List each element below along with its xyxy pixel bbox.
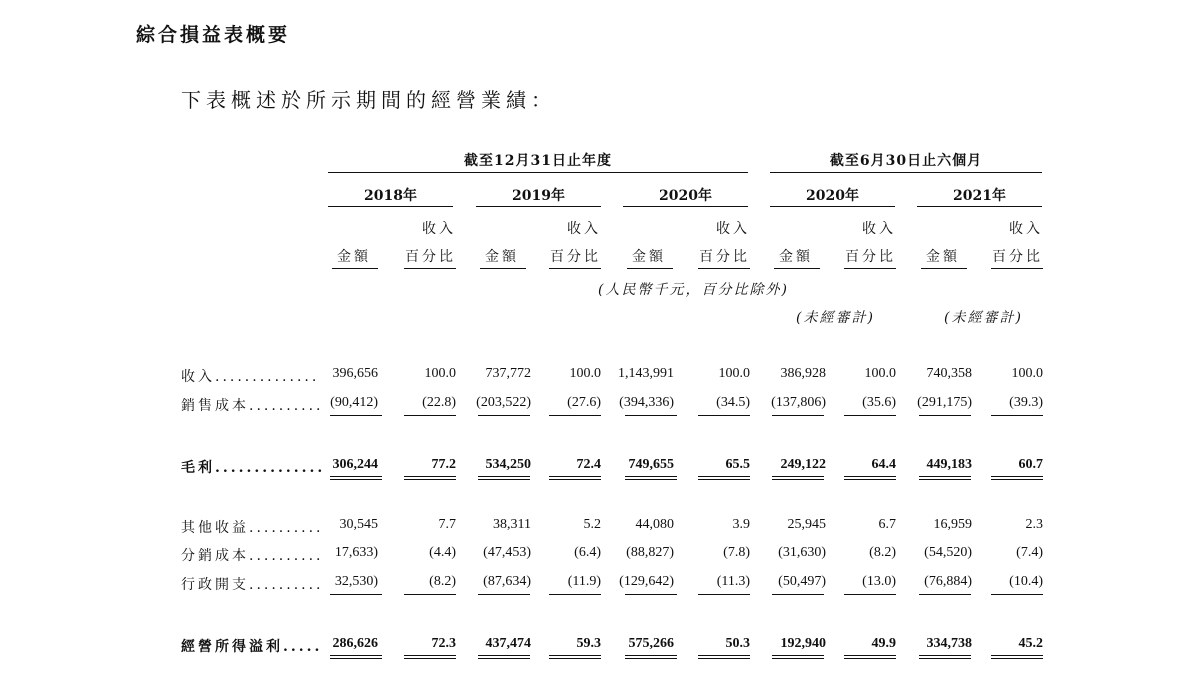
total-rule xyxy=(330,476,382,477)
total-rule xyxy=(698,415,750,416)
total-rule xyxy=(404,594,456,595)
cell-amount: 286,626 xyxy=(332,636,378,651)
section-title: 綜合損益表概要 xyxy=(136,24,291,46)
cell-amount: (129,642) xyxy=(619,574,674,589)
cell-amount: (90,412) xyxy=(330,395,378,410)
col-header-underline xyxy=(844,268,896,269)
total-rule xyxy=(330,658,382,659)
total-rule xyxy=(991,594,1043,595)
total-rule xyxy=(844,658,896,659)
cell-amount: 249,122 xyxy=(780,457,826,472)
cell-amount: 740,358 xyxy=(926,366,972,381)
col-header-pct-line1: 收入 xyxy=(1009,221,1043,237)
col-header-underline xyxy=(698,268,750,269)
cell-amount: (291,175) xyxy=(917,395,972,410)
cell-percentage: (35.6) xyxy=(862,395,896,410)
cell-amount: (137,806) xyxy=(771,395,826,410)
group-underline-annual xyxy=(328,172,748,173)
col-header-pct-line2: 百分比 xyxy=(550,249,601,265)
total-rule xyxy=(772,415,824,416)
year-underline xyxy=(328,206,453,207)
total-rule xyxy=(625,658,677,659)
cell-percentage: (39.3) xyxy=(1009,395,1043,410)
total-rule xyxy=(404,655,456,656)
year-header: 2020年 xyxy=(806,188,859,204)
total-rule xyxy=(772,476,824,477)
cell-amount: 437,474 xyxy=(485,636,531,651)
cell-percentage: 100.0 xyxy=(569,366,601,381)
col-header-amount: 金額 xyxy=(337,249,371,265)
col-header-underline xyxy=(549,268,601,269)
cell-percentage: 64.4 xyxy=(871,457,896,472)
cell-percentage: (27.6) xyxy=(567,395,601,410)
cell-percentage: (6.4) xyxy=(574,545,601,560)
total-rule xyxy=(919,658,971,659)
cell-amount: 575,266 xyxy=(628,636,674,651)
cell-percentage: (10.4) xyxy=(1009,574,1043,589)
cell-amount: 16,959 xyxy=(933,517,972,532)
cell-percentage: 100.0 xyxy=(718,366,750,381)
total-rule xyxy=(549,415,601,416)
total-rule xyxy=(404,415,456,416)
total-rule xyxy=(991,476,1043,477)
col-header-amount: 金額 xyxy=(926,249,960,265)
total-rule xyxy=(625,415,677,416)
total-rule xyxy=(330,655,382,656)
total-rule xyxy=(404,476,456,477)
total-rule xyxy=(549,658,601,659)
col-header-underline xyxy=(332,268,378,269)
total-rule xyxy=(698,658,750,659)
row-label: 毛利.............. xyxy=(181,460,326,476)
total-rule xyxy=(844,594,896,595)
cell-amount: 25,945 xyxy=(787,517,826,532)
total-rule xyxy=(772,479,824,480)
total-rule xyxy=(478,594,530,595)
cell-percentage: 65.5 xyxy=(725,457,750,472)
total-rule xyxy=(478,479,530,480)
cell-percentage: (7.4) xyxy=(1016,545,1043,560)
group-underline-interim xyxy=(770,172,1042,173)
total-rule xyxy=(991,655,1043,656)
total-rule xyxy=(549,476,601,477)
cell-percentage: (13.0) xyxy=(862,574,896,589)
cell-percentage: (4.4) xyxy=(429,545,456,560)
col-header-pct-line2: 百分比 xyxy=(845,249,896,265)
col-header-amount: 金額 xyxy=(779,249,813,265)
unaudited-note: (未經審計) xyxy=(944,310,1023,326)
year-header: 2018年 xyxy=(364,188,417,204)
col-header-underline xyxy=(991,268,1043,269)
total-rule xyxy=(478,658,530,659)
cell-percentage: 5.2 xyxy=(583,517,601,532)
total-rule xyxy=(991,479,1043,480)
total-rule xyxy=(330,415,382,416)
cell-percentage: 50.3 xyxy=(725,636,750,651)
col-header-pct-line1: 收入 xyxy=(716,221,750,237)
intro-text: 下表概述於所示期間的經營業績： xyxy=(181,88,556,112)
row-label: 收入.............. xyxy=(181,369,320,385)
col-header-pct-line1: 收入 xyxy=(862,221,896,237)
col-header-pct-line2: 百分比 xyxy=(405,249,456,265)
cell-percentage: 72.4 xyxy=(576,457,601,472)
cell-amount: 17,633) xyxy=(334,545,378,560)
total-rule xyxy=(919,594,971,595)
year-underline xyxy=(917,206,1042,207)
group-header-annual: 截至12月31日止年度 xyxy=(464,153,612,169)
cell-percentage: 60.7 xyxy=(1018,457,1043,472)
cell-amount: 38,311 xyxy=(493,517,531,532)
col-header-underline xyxy=(774,268,820,269)
total-rule xyxy=(919,415,971,416)
row-label: 行政開支.......... xyxy=(181,577,324,593)
col-header-underline xyxy=(480,268,526,269)
cell-amount: 192,940 xyxy=(780,636,826,651)
row-label: 經營所得溢利..... xyxy=(181,639,323,655)
cell-amount: (76,884) xyxy=(924,574,972,589)
cell-percentage: 100.0 xyxy=(424,366,456,381)
cell-percentage: 2.3 xyxy=(1025,517,1043,532)
row-label: 其他收益.......... xyxy=(181,520,324,536)
cell-amount: (203,522) xyxy=(476,395,531,410)
cell-percentage: 100.0 xyxy=(1011,366,1043,381)
unaudited-note: (未經審計) xyxy=(796,310,875,326)
cell-amount: 449,183 xyxy=(926,457,972,472)
total-rule xyxy=(772,594,824,595)
col-header-amount: 金額 xyxy=(485,249,519,265)
total-rule xyxy=(698,479,750,480)
total-rule xyxy=(625,655,677,656)
cell-amount: 386,928 xyxy=(780,366,826,381)
total-rule xyxy=(991,415,1043,416)
total-rule xyxy=(698,655,750,656)
total-rule xyxy=(549,655,601,656)
total-rule xyxy=(698,594,750,595)
col-header-underline xyxy=(404,268,456,269)
total-rule xyxy=(844,476,896,477)
row-label: 銷售成本.......... xyxy=(181,398,324,414)
cell-amount: 534,250 xyxy=(485,457,531,472)
cell-percentage: 49.9 xyxy=(871,636,896,651)
year-underline xyxy=(623,206,748,207)
total-rule xyxy=(625,476,677,477)
col-header-pct-line1: 收入 xyxy=(567,221,601,237)
cell-percentage: (11.9) xyxy=(567,574,601,589)
cell-percentage: 72.3 xyxy=(431,636,456,651)
year-header: 2020年 xyxy=(659,188,712,204)
cell-amount: (88,827) xyxy=(626,545,674,560)
cell-amount: (47,453) xyxy=(483,545,531,560)
col-header-pct-line1: 收入 xyxy=(422,221,456,237)
cell-amount: (394,336) xyxy=(619,395,674,410)
cell-amount: 306,244 xyxy=(332,457,378,472)
cell-amount: (87,634) xyxy=(483,574,531,589)
group-header-interim: 截至6月30日止六個月 xyxy=(829,153,983,169)
cell-amount: 749,655 xyxy=(628,457,674,472)
total-rule xyxy=(478,476,530,477)
col-header-pct-line2: 百分比 xyxy=(992,249,1043,265)
total-rule xyxy=(549,594,601,595)
total-rule xyxy=(772,655,824,656)
cell-percentage: 59.3 xyxy=(576,636,601,651)
cell-percentage: (22.8) xyxy=(422,395,456,410)
cell-percentage: (11.3) xyxy=(716,574,750,589)
total-rule xyxy=(772,658,824,659)
cell-amount: 396,656 xyxy=(332,366,378,381)
cell-amount: 44,080 xyxy=(635,517,674,532)
cell-percentage: 77.2 xyxy=(431,457,456,472)
total-rule xyxy=(991,658,1043,659)
total-rule xyxy=(404,479,456,480)
cell-amount: (31,630) xyxy=(778,545,826,560)
cell-percentage: 6.7 xyxy=(878,517,896,532)
total-rule xyxy=(549,479,601,480)
col-header-pct-line2: 百分比 xyxy=(699,249,750,265)
total-rule xyxy=(330,594,382,595)
total-rule xyxy=(919,479,971,480)
cell-amount: 30,545 xyxy=(339,517,378,532)
total-rule xyxy=(330,479,382,480)
total-rule xyxy=(404,658,456,659)
col-header-amount: 金額 xyxy=(632,249,666,265)
total-rule xyxy=(698,476,750,477)
year-underline xyxy=(770,206,895,207)
total-rule xyxy=(919,655,971,656)
cell-percentage: (8.2) xyxy=(429,574,456,589)
total-rule xyxy=(625,479,677,480)
cell-percentage: 7.7 xyxy=(438,517,456,532)
total-rule xyxy=(478,415,530,416)
col-header-underline xyxy=(921,268,967,269)
cell-amount: 1,143,991 xyxy=(618,366,674,381)
currency-note: (人民幣千元，百分比除外) xyxy=(598,282,789,298)
cell-percentage: (8.2) xyxy=(869,545,896,560)
year-header: 2021年 xyxy=(953,188,1006,204)
total-rule xyxy=(844,479,896,480)
cell-amount: (54,520) xyxy=(924,545,972,560)
cell-percentage: 100.0 xyxy=(864,366,896,381)
total-rule xyxy=(625,594,677,595)
cell-amount: 32,530) xyxy=(334,574,378,589)
total-rule xyxy=(919,476,971,477)
total-rule xyxy=(844,415,896,416)
cell-amount: 737,772 xyxy=(485,366,531,381)
cell-percentage: (34.5) xyxy=(716,395,750,410)
year-header: 2019年 xyxy=(512,188,565,204)
year-underline xyxy=(476,206,601,207)
col-header-underline xyxy=(627,268,673,269)
cell-amount: 334,738 xyxy=(926,636,972,651)
row-label: 分銷成本.......... xyxy=(181,548,324,564)
cell-percentage: 45.2 xyxy=(1018,636,1043,651)
total-rule xyxy=(478,655,530,656)
total-rule xyxy=(844,655,896,656)
cell-percentage: 3.9 xyxy=(732,517,750,532)
cell-percentage: (7.8) xyxy=(723,545,750,560)
cell-amount: (50,497) xyxy=(778,574,826,589)
